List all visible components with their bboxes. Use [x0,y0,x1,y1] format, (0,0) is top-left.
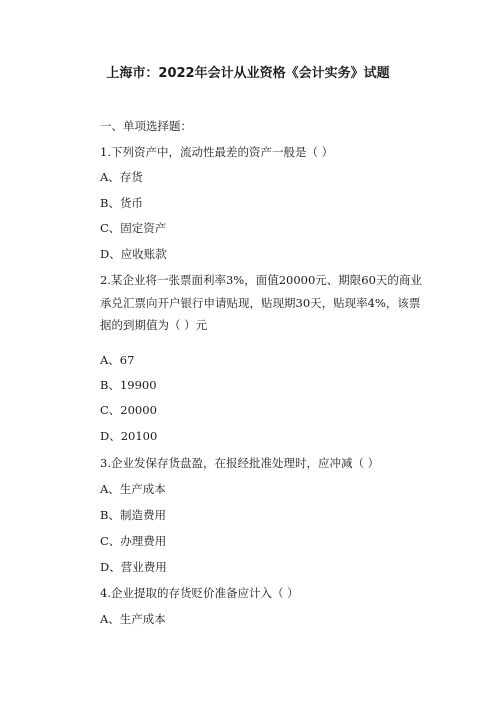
question-1-option-a: A、存货 [100,170,143,184]
question-3-option-d: D、营业费用 [100,560,167,574]
question-2-option-c: C、20000 [100,403,157,417]
question-2-option-d: D、20100 [100,429,158,443]
question-3-option-b: B、制造费用 [100,508,166,522]
section-heading: 一、单项选择题： [100,119,192,133]
question-4: 4.企业提取的存货贬价准备应计入（ ） [100,586,299,600]
question-2: 2.某企业将一张票面利率3%，面值20000元、期限60天的商业承兑汇票向开户银行申请贴现，贴现期30天，贴现率4%，该票据的到期值为（ ）元 [100,273,422,332]
question-3-option-c: C、办理费用 [100,534,167,548]
question-4-option-a: A、生产成本 [100,612,166,626]
question-1-option-c: C、固定资产 [100,221,167,235]
question-1: 1.下列资产中，流动性最差的资产一般是（ ） [100,145,334,159]
question-1-option-d: D、应收账款 [100,247,167,261]
document-title: 上海市：2022年会计从业资格《会计实务》试题 [106,66,390,81]
question-3: 3.企业发保存货盘盈，在报经批准处理时，应冲减（ ） [100,456,380,470]
question-3-option-a: A、生产成本 [100,482,166,496]
question-1-option-b: B、货币 [100,196,143,210]
question-2-option-a: A、67 [100,353,135,367]
question-2-option-b: B、19900 [100,378,157,392]
